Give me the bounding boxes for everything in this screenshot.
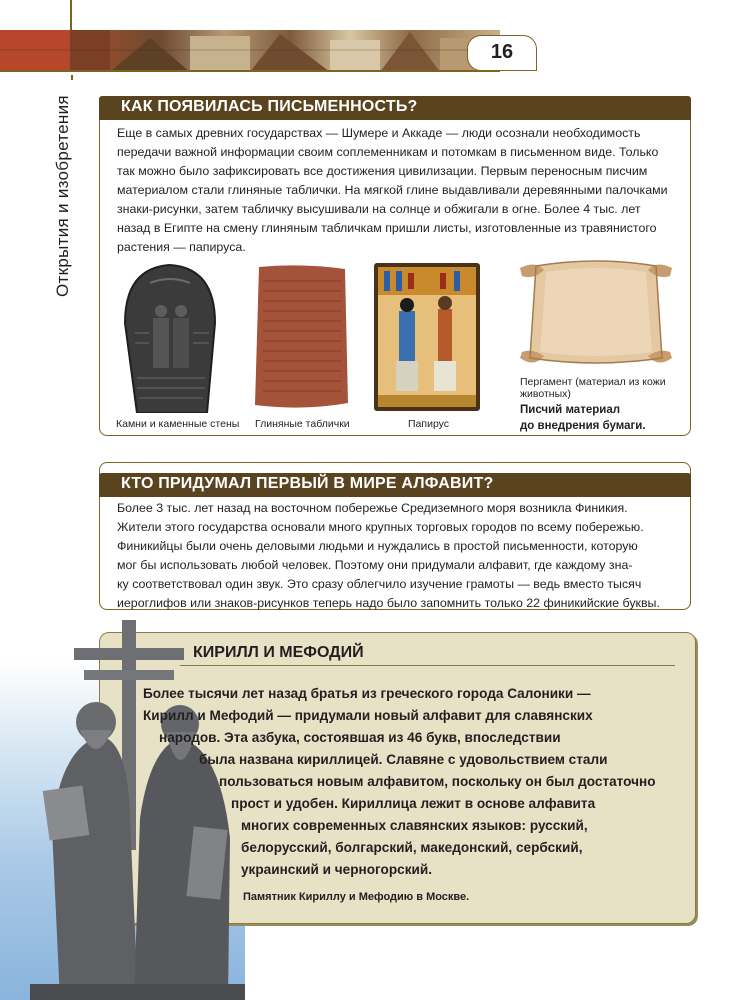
text-line: была названа кириллицей. Славяне с удовольствием стали — [199, 752, 608, 767]
summary-line: Писчий материал — [520, 404, 621, 416]
text-line: знаки-рисунки, затем табличку высушивали на солнце и обжигали в огне. Более 4 тыс. лет — [117, 202, 641, 216]
papyrus-caption: Папирус — [408, 418, 450, 430]
text-line: материалом стали глиняные таблички. На мягкой глине выдавливали деревянными палочками — [117, 183, 668, 197]
text-line: Более 3 тыс. лет назад на восточном побережье Средиземного моря возникла Финикия. — [117, 501, 628, 515]
text-line: многих современных славянских языков: русский, — [241, 818, 588, 833]
clay-caption: Глиняные таблички — [255, 418, 350, 430]
section-cyril-title-row — [180, 641, 675, 666]
text-line: пользоваться новым алфавитом, поскольку он был достаточно — [219, 774, 656, 789]
monument-caption: Памятник Кириллу и Мефодию в Москве. — [243, 891, 470, 903]
text-line: украинский и черногорский. — [241, 862, 432, 877]
parchment-caption-line: Пергамент (материал из кожи — [520, 376, 666, 388]
text-line: назад в Египте на смену глиняным табличкам пришли листы, изготовленные из травянистого — [117, 221, 657, 235]
stone-caption: Камни и каменные стены — [116, 418, 240, 430]
section-cyril-title: КИРИЛЛ И МЕФОДИЙ — [193, 644, 364, 661]
text-line: Кирилл и Мефодий — придумали новый алфавит для славянских — [143, 708, 593, 723]
stone-stele-image — [115, 263, 225, 413]
papyrus-image — [374, 263, 480, 411]
page-number-box — [467, 35, 537, 71]
header-banner-image — [0, 30, 500, 72]
text-line: белорусский, болгарский, македонский, сербский, — [241, 840, 583, 855]
text-line: так можно было зафиксировать все достижения цивилизации. Первым переносным писчим — [117, 164, 648, 178]
text-line: растения — папируса. — [117, 240, 246, 254]
section-writing-text — [117, 124, 674, 257]
section-side-label: Открытия и изобретения — [53, 95, 72, 297]
page-number: 16 — [490, 41, 514, 63]
text-line: Финикийцы были очень деловыми людьми и нуждались в простой письменности, которую — [117, 539, 638, 553]
section-alphabet-title-bar — [99, 473, 691, 497]
text-line: ку соответствовал один звук. Это сразу облегчило изучение грамоты — ведь вместо тысяч — [117, 577, 642, 591]
writing-material-summary — [520, 402, 646, 434]
summary-line: до внедрения бумаги. — [520, 420, 646, 432]
section-alphabet-title: КТО ПРИДУМАЛ ПЕРВЫЙ В МИРЕ АЛФАВИТ? — [121, 475, 494, 492]
side-rule-top — [70, 0, 72, 30]
text-line: прост и удобен. Кириллица лежит в основе алфавита — [231, 796, 596, 811]
text-line: мог бы использовать любой человек. Поэтому они придумали алфавит, где каждому зна- — [117, 558, 633, 572]
text-line: народов. Эта азбука, состоявшая из 46 букв, впоследствии — [159, 730, 561, 745]
header-rule — [0, 70, 500, 72]
text-line: передачи важной информации своим соплеменникам и потомкам в письменном виде. Только — [117, 145, 659, 159]
parchment-scroll-image — [516, 258, 676, 368]
side-rule — [71, 75, 73, 80]
text-line: Еще в самых древних государствах — Шумере и Аккаде — люди осознали необходимость — [117, 126, 641, 140]
parchment-caption — [520, 376, 666, 400]
text-line: иероглифов или знаков-рисунков теперь надо было запомнить только 22 финикийские буквы. — [117, 596, 660, 610]
section-alphabet-text — [117, 499, 674, 613]
section-writing-title: КАК ПОЯВИЛАСЬ ПИСЬМЕННОСТЬ? — [121, 98, 418, 115]
parchment-caption-line: животных) — [520, 388, 571, 400]
clay-tablet-image — [253, 263, 350, 411]
section-writing-title-bar — [99, 96, 691, 120]
text-line: Жители этого государства основали много крупных торговых городов по всему побережью. — [117, 520, 644, 534]
text-line: Более тысячи лет назад братья из греческого города Салоники — — [143, 686, 591, 701]
monument-statue-image — [30, 618, 245, 1000]
